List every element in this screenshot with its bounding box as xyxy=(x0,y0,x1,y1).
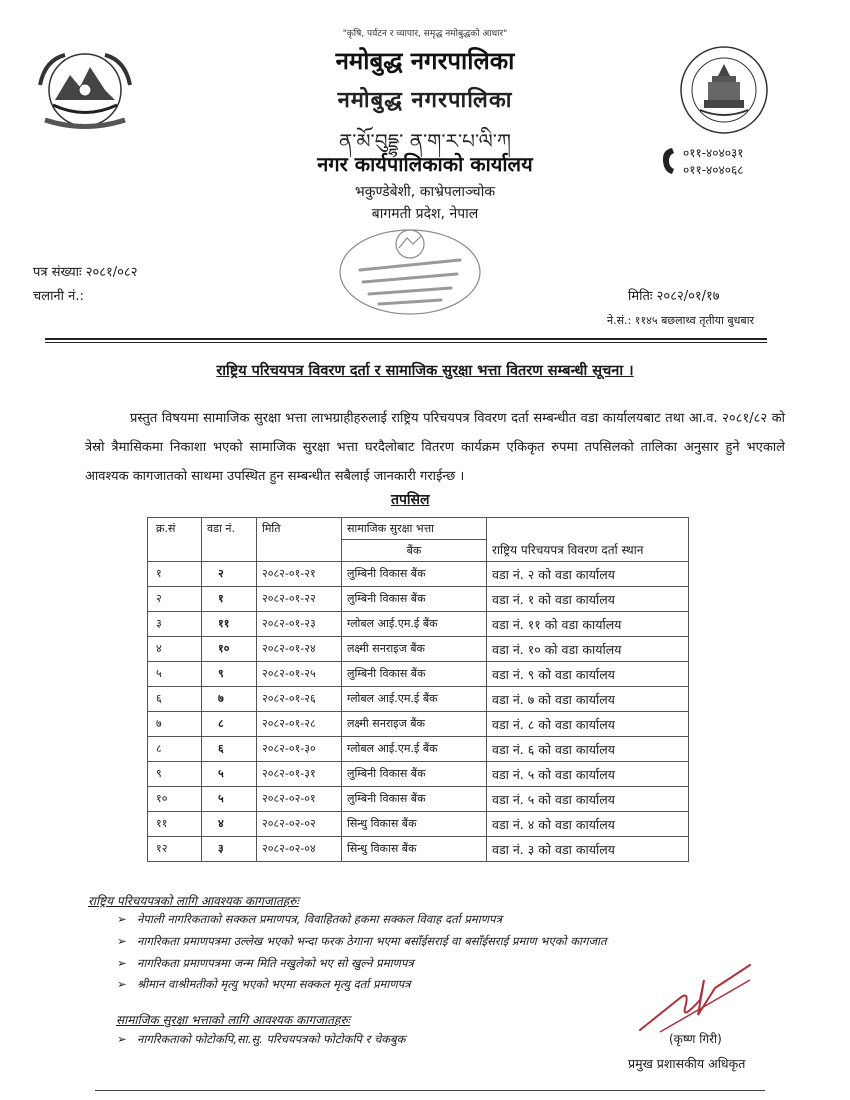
cell-ward: ७ xyxy=(202,687,257,712)
table-row xyxy=(148,712,689,737)
nid-document-item xyxy=(117,934,607,949)
executive-office-title: नगर कार्यपालिकाको कार्यालय xyxy=(317,152,533,176)
cell-nid-place: वडा नं. १ को वडा कार्यालय xyxy=(487,587,689,612)
phone-number-2: ०११-४०४०६८ xyxy=(683,163,744,177)
cell-bank: लुम्बिनी विकास बैंक xyxy=(342,787,487,812)
cell-date: २०८२-०२-०४ xyxy=(257,837,342,862)
nid-documents-heading: राष्ट्रिय परिचयपत्रको लागि आवश्यक कागजातहरुः xyxy=(88,894,299,908)
notice-body: प्रस्तुत विषयमा सामाजिक सुरक्षा भत्ता लाभग्राहीहरुलाई राष्ट्रिय परिचयपत्र विवरण दर्ता सम्बन्धीत वडा कार्यालयबाट तथा आ.व. २०८१/८२ को त्रेस्रो त्रैमासिकमा निकाशा भएको सामाजिक सुरक्षा भत्ता घरदैलोबाट वितरण कार्यक्रम एकिकृत रुपमा तपसिलको तालिका अनुसार हुने भएकाले आवश्यक कागजातको साथमा उपस्थित हुन सम्बन्धीत सबैलाई जानकारी गराईन्छ । xyxy=(85,411,785,484)
signatory-title: प्रमुख प्रशासकीय अधिकृत xyxy=(628,1056,746,1071)
header-ward: वडा नं. xyxy=(202,518,257,562)
cell-bank: लक्ष्मी सनराइज बैंक xyxy=(342,712,487,737)
dispatch-number: चलानी नं.: xyxy=(33,289,84,304)
cell-date: २०८२-०१-२२ xyxy=(257,587,342,612)
motto: "कृषि, पर्यटन र व्यापार, समृद्ध नमोबुद्धको आधार" xyxy=(342,29,508,39)
reference-number: पत्र संख्याः २०८१/०८२ xyxy=(33,265,138,280)
table-row xyxy=(148,587,689,612)
header-sn: क्र.सं xyxy=(148,518,202,562)
header-ss-allowance: सामाजिक सुरक्षा भत्ता xyxy=(342,518,487,540)
municipality-seal xyxy=(678,44,770,136)
nid-document-text: श्रीमान वाश्रीमतीको मृत्यु भएको भएमा सक्कल मृत्यु दर्ता प्रमाणपत्र xyxy=(137,977,411,991)
cell-nid-place: वडा नं. ७ को वडा कार्यालय xyxy=(487,687,689,712)
cell-sn: ११ xyxy=(148,812,202,837)
cell-nid-place: वडा नं. ५ को वडा कार्यालय xyxy=(487,762,689,787)
phone-icon xyxy=(660,146,678,176)
header-date: मिति xyxy=(257,518,342,562)
cell-sn: ८ xyxy=(148,737,202,762)
cell-sn: ५ xyxy=(148,662,202,687)
header-nid-place: राष्ट्रिय परिचयपत्र विवरण दर्ता स्थान xyxy=(487,518,689,562)
cell-nid-place: वडा नं. ८ को वडा कार्यालय xyxy=(487,712,689,737)
signature xyxy=(630,960,770,1040)
cell-nid-place: वडा नं. ९ को वडा कार्यालय xyxy=(487,662,689,687)
table-row xyxy=(148,787,689,812)
cell-ward: ११ xyxy=(202,612,257,637)
cell-nid-place: वडा नं. १० को वडा कार्यालय xyxy=(487,637,689,662)
signatory-name: (कृष्ण गिरी) xyxy=(669,1032,722,1046)
cell-bank: ग्लोबल आई.एम.ई बैंक xyxy=(342,612,487,637)
cell-ward: २ xyxy=(202,562,257,587)
cell-ward: ९ xyxy=(202,662,257,687)
cell-ward: १ xyxy=(202,587,257,612)
bullet-arrow-icon: ➢ xyxy=(117,934,127,948)
nid-document-item xyxy=(117,912,502,927)
ss-document-text: नागरिकताको फोटोकपि,सा.सु. परिचयपत्रको फोटोकपि र चेकबुक xyxy=(137,1032,406,1046)
cell-bank: सिन्धु विकास बैंक xyxy=(342,837,487,862)
cell-sn: १२ xyxy=(148,837,202,862)
cell-bank: लुम्बिनी विकास बैंक xyxy=(342,562,487,587)
cell-sn: १ xyxy=(148,562,202,587)
cell-sn: ३ xyxy=(148,612,202,637)
cell-date: २०८२-०१-२५ xyxy=(257,662,342,687)
ss-document-item xyxy=(117,1032,406,1047)
cell-date: २०८२-०१-२३ xyxy=(257,612,342,637)
schedule-heading: तपसिल xyxy=(391,492,430,508)
letter-date: मितिः २०८२/०१/१७ xyxy=(628,289,720,304)
nid-document-text: नागरिकता प्रमाणपत्रमा जन्म मिति नखुलेको भए सो खुल्ने प्रमाणपत्र xyxy=(137,956,414,970)
notice-title xyxy=(0,360,850,380)
bullet-arrow-icon: ➢ xyxy=(117,956,127,970)
office-name-newari: नमोबुद्ध नगरपालिका xyxy=(337,87,513,113)
cell-date: २०८२-०१-२६ xyxy=(257,687,342,712)
nid-document-text: नागरिकता प्रमाणपत्रमा उल्लेख भएको भन्दा फरक ठेगाना भएमा बसाँईसराई वा बसाँईसराई प्रमाण भएको कागजात xyxy=(137,934,607,948)
cell-nid-place: वडा नं. ४ को वडा कार्यालय xyxy=(487,812,689,837)
ss-documents-heading: सामाजिक सुरक्षा भत्ताको लागि आवश्यक कागजातहरुः xyxy=(116,1013,350,1027)
cell-date: २०८२-०१-२४ xyxy=(257,637,342,662)
cell-ward: १० xyxy=(202,637,257,662)
bullet-arrow-icon: ➢ xyxy=(117,977,127,991)
cell-nid-place: वडा नं. २ को वडा कार्यालय xyxy=(487,562,689,587)
cell-sn: ७ xyxy=(148,712,202,737)
table-row xyxy=(148,687,689,712)
cell-ward: ५ xyxy=(202,787,257,812)
table-row xyxy=(148,837,689,862)
notice-title-text: राष्ट्रिय परिचयपत्र विवरण दर्ता र सामाजिक सुरक्षा भत्ता वितरण सम्बन्धी सूचना । xyxy=(216,363,634,379)
cell-ward: ३ xyxy=(202,837,257,862)
cell-bank: लुम्बिनी विकास बैंक xyxy=(342,662,487,687)
table-row xyxy=(148,737,689,762)
cell-date: २०८२-०१-२८ xyxy=(257,712,342,737)
cell-date: २०८२-०२-०२ xyxy=(257,812,342,837)
cell-sn: ९ xyxy=(148,762,202,787)
cell-ward: ४ xyxy=(202,812,257,837)
cell-date: २०८२-०२-०१ xyxy=(257,787,342,812)
cell-ward: ८ xyxy=(202,712,257,737)
nid-document-item xyxy=(117,956,414,971)
table-header-row xyxy=(148,518,689,540)
office-name-tibetan: ན་མོ་བུདྡྷ་ ན་ག་ར་པ་ལི་ཀ xyxy=(338,129,512,153)
cell-bank: लुम्बिनी विकास बैंक xyxy=(342,587,487,612)
cell-date: २०८२-०१-२१ xyxy=(257,562,342,587)
cell-nid-place: वडा नं. ११ को वडा कार्यालय xyxy=(487,612,689,637)
cell-date: २०८२-०१-३१ xyxy=(257,762,342,787)
nid-document-text: नेपाली नागरिकताको सक्कल प्रमाणपत्र, विवाहितको हकमा सक्कल विवाह दर्ता प्रमाणपत्र xyxy=(137,912,502,926)
header-divider xyxy=(45,338,767,340)
bullet-arrow-icon: ➢ xyxy=(117,912,127,926)
office-stamp xyxy=(335,222,485,322)
nepal-samvat-date: ने.सं.: ११४५ बछलाथ्व तृतीया बुधबार xyxy=(607,314,755,327)
cell-nid-place: वडा नं. ३ को वडा कार्यालय xyxy=(487,837,689,862)
distribution-schedule-table xyxy=(147,517,689,862)
bullet-arrow-icon: ➢ xyxy=(117,1032,127,1046)
cell-bank: लक्ष्मी सनराइज बैंक xyxy=(342,637,487,662)
cell-sn: २ xyxy=(148,587,202,612)
address-line-1: भकुण्डेबेशी, काभ्रेपलाञ्चोक xyxy=(354,184,496,200)
table-row xyxy=(148,812,689,837)
table-row xyxy=(148,662,689,687)
address-line-2: बागमती प्रदेश, नेपाल xyxy=(371,206,479,222)
cell-sn: १० xyxy=(148,787,202,812)
cell-bank: सिन्धु विकास बैंक xyxy=(342,812,487,837)
cell-bank: ग्लोबल आई.एम.ई बैंक xyxy=(342,687,487,712)
table-row xyxy=(148,612,689,637)
table-row xyxy=(148,762,689,787)
nid-document-item xyxy=(117,977,411,992)
cell-date: २०८२-०१-३० xyxy=(257,737,342,762)
table-row xyxy=(148,562,689,587)
cell-sn: ६ xyxy=(148,687,202,712)
cell-ward: ६ xyxy=(202,737,257,762)
header-bank: बैंक xyxy=(342,540,487,562)
cell-bank: लुम्बिनी विकास बैंक xyxy=(342,762,487,787)
cell-bank: ग्लोबल आई.एम.ई बैंक xyxy=(342,737,487,762)
header-divider-thin xyxy=(45,342,767,343)
phone-number-1: ०११-४०४०३१ xyxy=(683,146,744,160)
office-name: नमोबुद्ध नगरपालिका xyxy=(335,47,515,75)
footer-divider xyxy=(95,1090,765,1091)
cell-nid-place: वडा नं. ५ को वडा कार्यालय xyxy=(487,787,689,812)
cell-sn: ४ xyxy=(148,637,202,662)
cell-nid-place: वडा नं. ६ को वडा कार्यालय xyxy=(487,737,689,762)
table-row xyxy=(148,637,689,662)
cell-ward: ५ xyxy=(202,762,257,787)
